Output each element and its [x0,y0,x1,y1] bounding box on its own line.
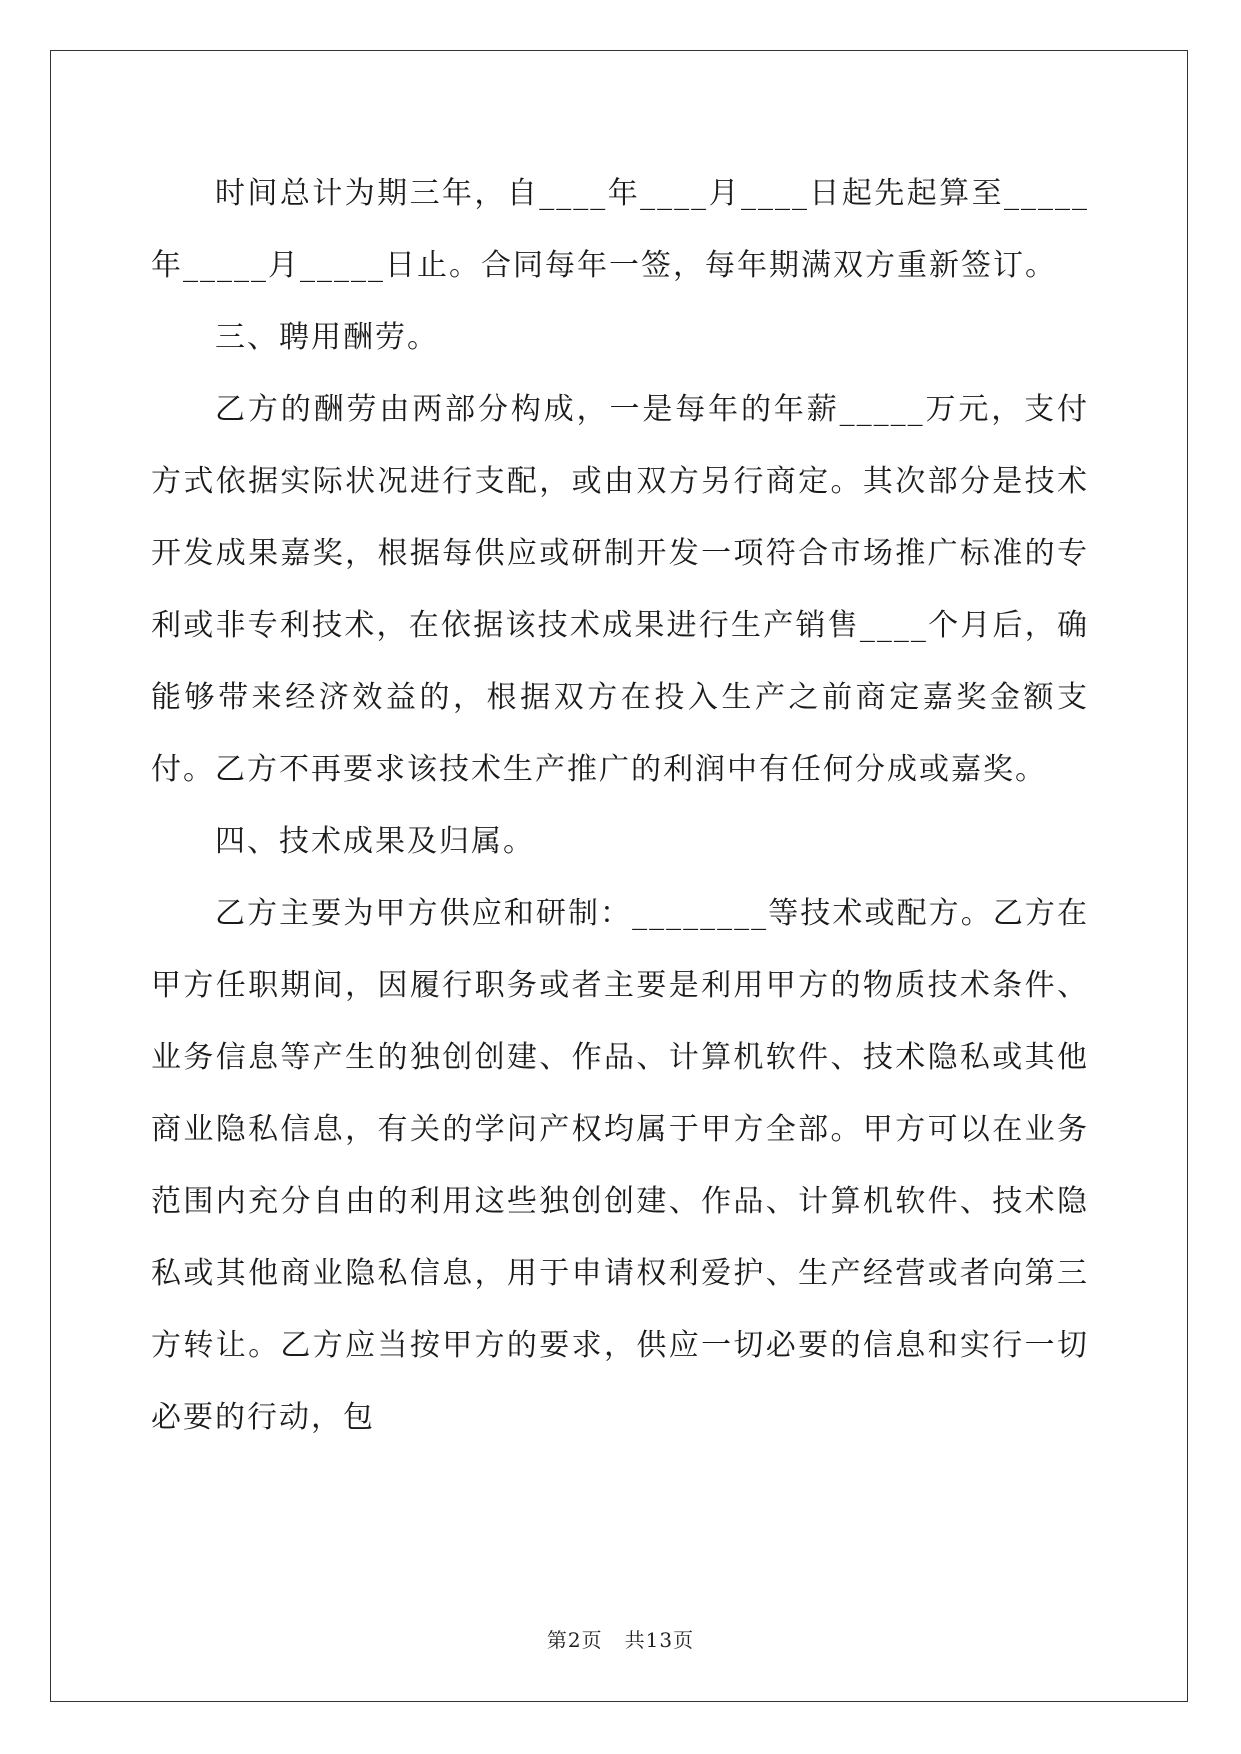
page-number: 第2页 [546,1628,603,1652]
heading-tech-results: 四、技术成果及归属。 [215,824,535,859]
page-footer [0,1624,1241,1653]
paragraph-remuneration: 乙方的酬劳由两部分构成，一是每年的年薪_____万元，支付方式依据实际状况进行支配，或由双方另行商定。其次部分是技术开发成果嘉奖，根据每供应或研制开发一项符合市场推广标准的专利或非专利技术，在依据该技术成果进行生产销售____个月后，确能够带来经济效益的，根据双方在投入生产之前商定嘉奖金额支付。乙方不再要求该技术生产推广的利润中有任何分成或嘉奖。 [151,392,1089,787]
page-total: 共13页 [624,1628,695,1652]
document-body [151,158,1089,1454]
paragraph-term: 时间总计为期三年，自____年____月____日起先起算至_____年_____月_____日止。合同每年一签，每年期满双方重新签订。 [151,176,1089,283]
heading-remuneration: 三、聘用酬劳。 [215,320,439,355]
paragraph-tech-results: 乙方主要为甲方供应和研制：________等技术或配方。乙方在甲方任职期间，因履行职务或者主要是利用甲方的物质技术条件、业务信息等产生的独创创建、作品、计算机软件、技术隐私或其他商业隐私信息，有关的学问产权均属于甲方全部。甲方可以在业务范围内充分自由的利用这些独创创建、作品、计算机软件、技术隐私或其他商业隐私信息，用于申请权利爱护、生产经营或者向第三方转让。乙方应当按甲方的要求，供应一切必要的信息和实行一切必要的行动，包 [151,896,1089,1435]
